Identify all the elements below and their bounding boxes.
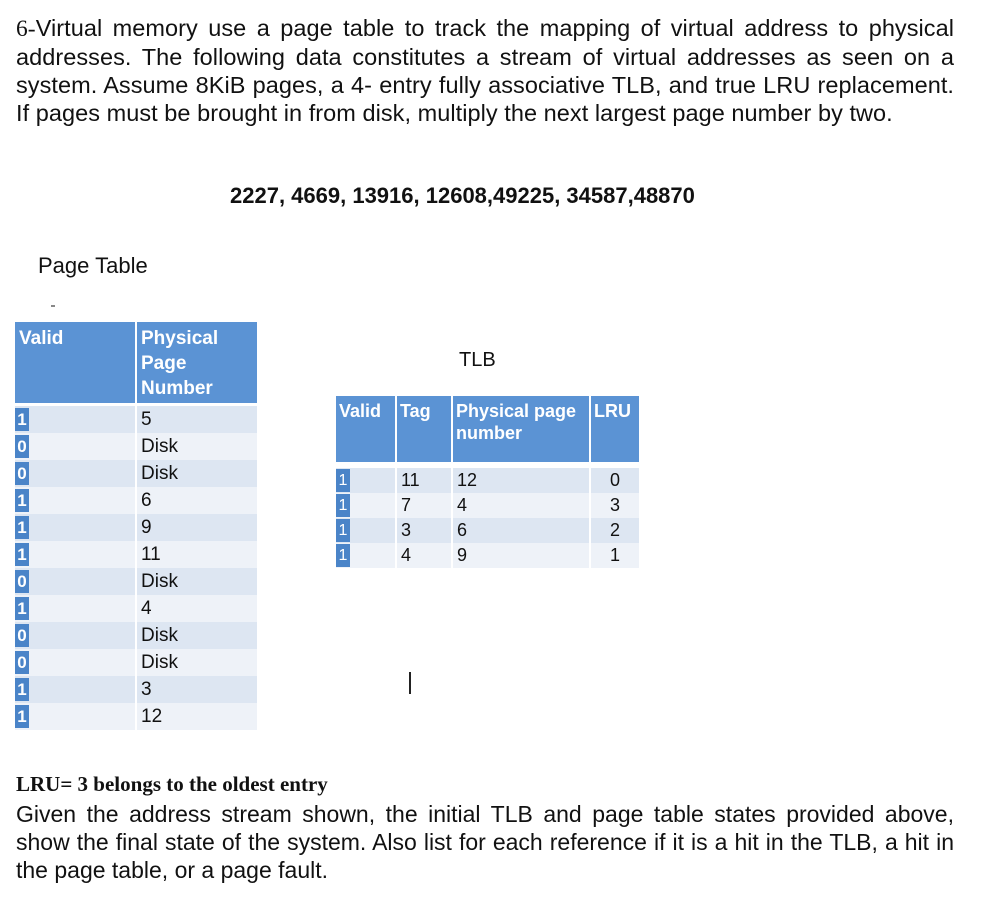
- question-number: 6-: [16, 16, 36, 42]
- page-table-row: [15, 649, 259, 676]
- tlb-row: [336, 468, 641, 493]
- page-table-ppn-cell: Disk: [137, 649, 257, 676]
- tlb-title: TLB: [459, 349, 496, 371]
- question-body: Virtual memory use a page table to track the mapping of virtual address to physical addresses. The following data constitutes a stream of virtual addresses as seen on a system. Assume 8KiB pages, a 4- entry fully associative TLB, and true LRU replacement. If pages must be brought in from disk, multiply the next largest page number by two.: [16, 15, 954, 126]
- page-table-ppn-cell: Disk: [137, 568, 257, 595]
- tlb-row: [336, 518, 641, 543]
- page-table-valid-cell: [15, 568, 135, 595]
- page-table-ppn-cell: 3: [137, 676, 257, 703]
- page-table-valid-cell: [15, 622, 135, 649]
- page-table-ppn-cell: 4: [137, 595, 257, 622]
- page-table-valid-cell: [15, 649, 135, 676]
- stray-mark: [51, 305, 55, 307]
- page-table-row: [15, 676, 259, 703]
- page-table-ppn-cell: 9: [137, 514, 257, 541]
- text-cursor: [409, 672, 411, 694]
- valid-bit: 1: [336, 519, 350, 542]
- page-table-row: [15, 541, 259, 568]
- tlb-lru-cell: 0: [591, 468, 639, 493]
- valid-bit: 1: [15, 408, 29, 431]
- page-table-valid-cell: [15, 703, 135, 730]
- page-table-ppn-cell: Disk: [137, 433, 257, 460]
- closing-text: Given the address stream shown, the initial TLB and page table states provided above, show the final state of the system. Also list for each reference if it is a hit in the TLB, a hit in the page table, or a page fault.: [16, 801, 954, 883]
- address-stream: 2227, 4669, 13916, 12608,49225, 34587,48870: [230, 183, 695, 208]
- page-table-valid-cell: [15, 541, 135, 568]
- page-table: [15, 322, 259, 730]
- tlb-ppn-cell: 12: [453, 468, 589, 493]
- page-table-body: [15, 406, 259, 730]
- tlb-lru-cell: 2: [591, 518, 639, 543]
- page-table-valid-cell: [15, 514, 135, 541]
- valid-bit: 1: [15, 516, 29, 539]
- tlb-header-tag: Tag: [397, 396, 451, 462]
- page-table-row: [15, 568, 259, 595]
- page-table-row: [15, 487, 259, 514]
- page-table-valid-cell: [15, 433, 135, 460]
- lru-note: LRU= 3 belongs to the oldest entry: [16, 772, 328, 796]
- tlb-valid-cell: [336, 493, 395, 518]
- page-table-row: [15, 460, 259, 487]
- page-table-row: [15, 433, 259, 460]
- page-table-ppn-cell: Disk: [137, 622, 257, 649]
- valid-bit: 1: [15, 678, 29, 701]
- page-table-valid-cell: [15, 487, 135, 514]
- page-table-row: [15, 622, 259, 649]
- valid-bit: 1: [336, 544, 350, 567]
- page-table-ppn-cell: 6: [137, 487, 257, 514]
- tlb-row: [336, 493, 641, 518]
- page-table-valid-cell: [15, 676, 135, 703]
- tlb-tag-cell: 3: [397, 518, 451, 543]
- page-table-header: [15, 322, 259, 403]
- valid-bit: 1: [15, 543, 29, 566]
- tlb-lru-cell: 3: [591, 493, 639, 518]
- valid-bit: 1: [15, 597, 29, 620]
- tlb-tag-cell: 11: [397, 468, 451, 493]
- valid-bit: 0: [15, 624, 29, 647]
- tlb-tag-cell: 7: [397, 493, 451, 518]
- question-text: [16, 14, 954, 127]
- page-table-ppn-cell: 5: [137, 406, 257, 433]
- valid-bit: 0: [15, 570, 29, 593]
- valid-bit: 0: [15, 651, 29, 674]
- tlb-header: [336, 396, 641, 462]
- tlb-valid-cell: [336, 543, 395, 568]
- valid-bit: 0: [15, 462, 29, 485]
- page-table-title: Page Table: [38, 253, 148, 278]
- valid-bit: 1: [336, 494, 350, 517]
- page-table-ppn-cell: Disk: [137, 460, 257, 487]
- page-table-header-ppn: Physical Page Number: [137, 322, 257, 403]
- tlb-row: [336, 543, 641, 568]
- page-table-row: [15, 406, 259, 433]
- valid-bit: 1: [15, 705, 29, 728]
- tlb-lru-cell: 1: [591, 543, 639, 568]
- tlb-ppn-cell: 9: [453, 543, 589, 568]
- page-table-row: [15, 595, 259, 622]
- page-table-header-valid: Valid: [15, 322, 135, 403]
- valid-bit: 0: [15, 435, 29, 458]
- tlb-body: [336, 468, 641, 568]
- page-table-row: [15, 703, 259, 730]
- tlb-table: [336, 396, 641, 568]
- page-table-ppn-cell: 11: [137, 541, 257, 568]
- page-table-valid-cell: [15, 460, 135, 487]
- page-table-valid-cell: [15, 595, 135, 622]
- valid-bit: 1: [336, 469, 350, 492]
- tlb-header-lru: LRU: [591, 396, 639, 462]
- tlb-ppn-cell: 6: [453, 518, 589, 543]
- tlb-valid-cell: [336, 468, 395, 493]
- tlb-ppn-cell: 4: [453, 493, 589, 518]
- valid-bit: 1: [15, 489, 29, 512]
- tlb-header-valid: Valid: [336, 396, 395, 462]
- page-table-ppn-cell: 12: [137, 703, 257, 730]
- tlb-header-ppn: Physical page number: [453, 396, 589, 462]
- page-table-row: [15, 514, 259, 541]
- page-table-valid-cell: [15, 406, 135, 433]
- tlb-valid-cell: [336, 518, 395, 543]
- tlb-tag-cell: 4: [397, 543, 451, 568]
